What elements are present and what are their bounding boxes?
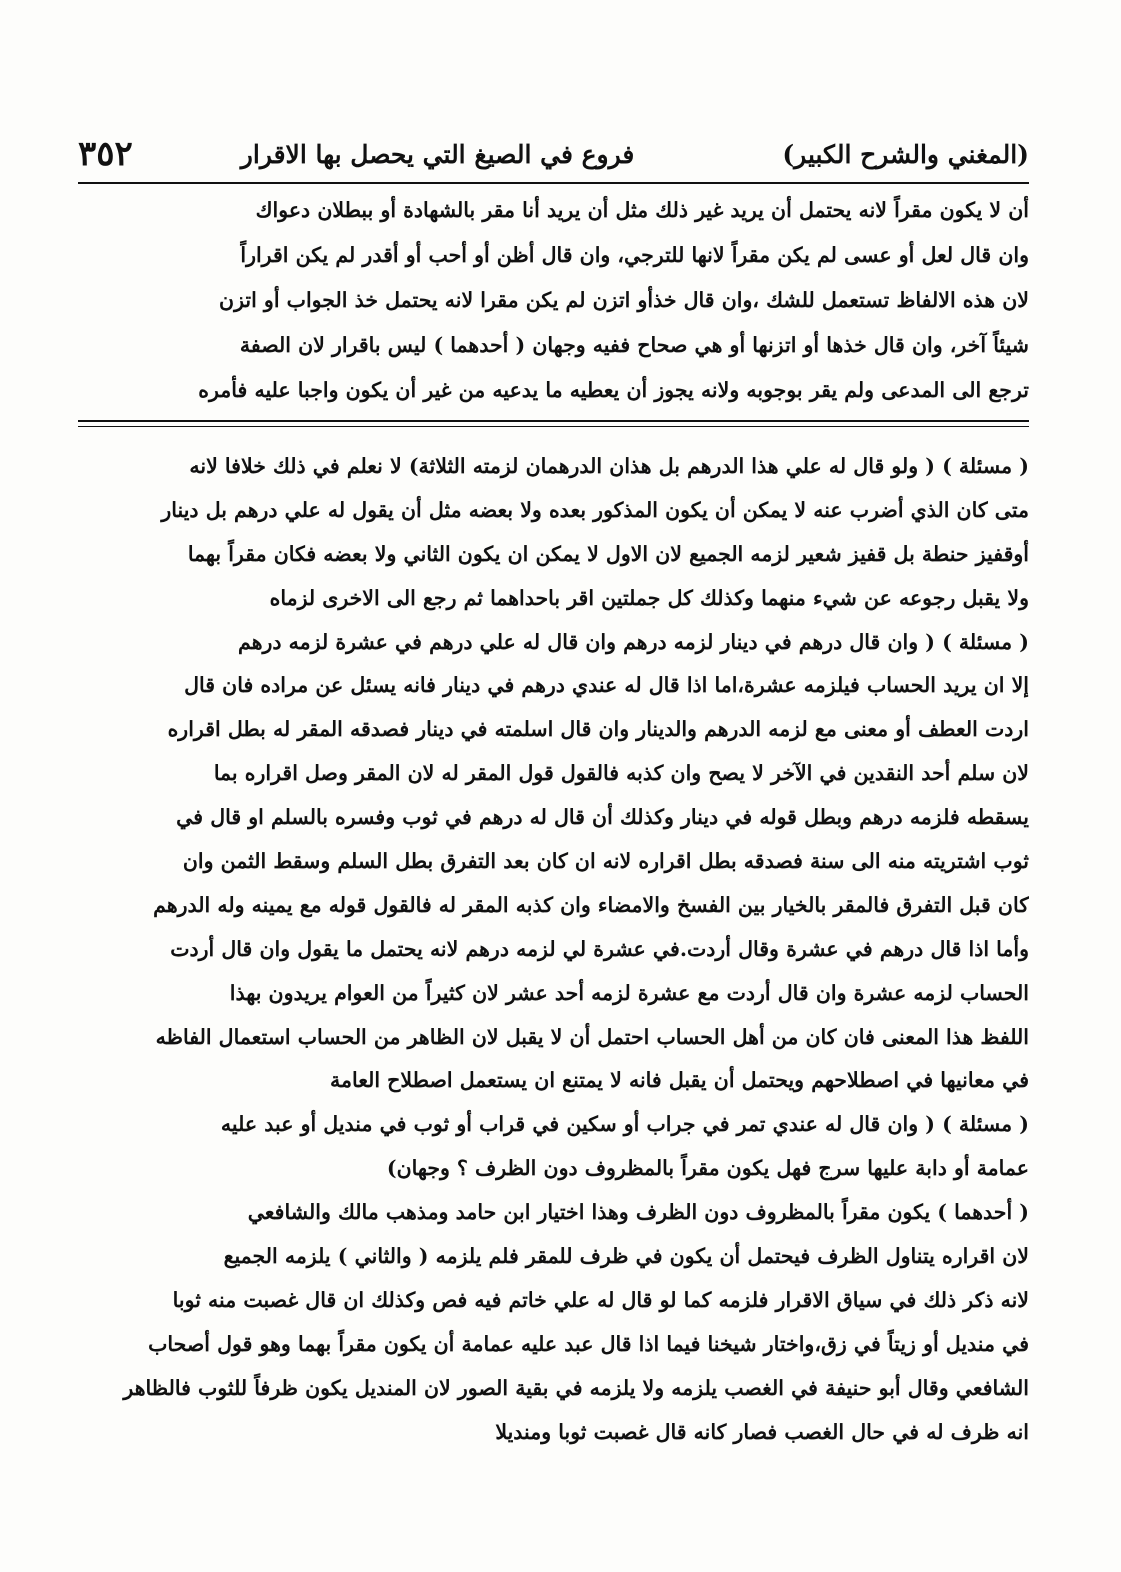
text-line: ( أحدهما ) يكون مقراً بالمظروف دون الظرف وهذا اختيار ابن حامد ومذهب مالك والشافعي xyxy=(247,1200,1029,1225)
section-divider-thin xyxy=(78,426,1029,427)
commentary-block xyxy=(78,188,1029,413)
text-line: لان هذه الالفاظ تستعمل للشك ،وان قال خذأو اتزن لم يكن مقرا لانه يحتمل خذ الجواب أو اتزن xyxy=(219,288,1029,312)
text-line: لان سلم أحد النقدين في الآخر لا يصح وان كذبه فالقول قول المقر له لان المقر وصل اقراره بما xyxy=(213,761,1029,786)
header-rule xyxy=(78,182,1029,184)
book-title: (المغني والشرح الكبير) xyxy=(782,139,1029,169)
page-header xyxy=(78,128,1029,180)
text-line: وان قال لعل أو عسى لم يكن مقراً لانها للترجي، وان قال أظن أو أحب أو أقدر لم يكن اقراراً xyxy=(240,243,1029,267)
text-line: يسقطه فلزمه درهم وبطل قوله في دينار وكذلك أن قال له درهم في ثوب وفسره بالسلم او قال في xyxy=(176,805,1029,830)
text-line: انه ظرف له في حال الغصب فصار كانه قال غصبت ثوبا ومنديلا xyxy=(495,1419,1029,1444)
text-line: ثوب اشتريته منه الى سنة فصدقه بطل اقراره لانه ان كان بعد التفرق بطل السلم وسقط الثمن وان xyxy=(182,849,1029,874)
text-line: إلا ان يريد الحساب فيلزمه عشرة،اما اذا قال له عندي درهم في دينار فانه يسئل عن مراده فان قال xyxy=(184,673,1029,698)
text-line: في معانيها في اصطلاحهم ويحتمل أن يقبل فانه لا يمتنع ان يستعمل اصطلاح العامة xyxy=(329,1068,1029,1093)
text-line: متى كان الذي أضرب عنه لا يمكن أن يكون المذكور بعده ولا بعضه مثل أن يقول له علي درهم بل دينار xyxy=(161,497,1029,522)
section-divider xyxy=(78,420,1029,422)
text-line: كان قبل التفرق فالمقر بالخيار بين الفسخ والامضاء وان كذبه المقر له فالقول قوله مع يمينه وله الدرهم xyxy=(153,892,1029,917)
text-line: ( مسئلة ) ( وان قال له عندي تمر في جراب أو سكين في قراب أو ثوب في منديل أو عبد عليه xyxy=(220,1112,1029,1137)
text-line: لان اقراره يتناول الظرف فيحتمل أن يكون في ظرف للمقر فلم يلزمه ( والثاني ) يلزمه الجميع xyxy=(223,1244,1029,1269)
text-line: شيئاً آخر، وان قال خذها أو اتزنها أو هي صحاح ففيه وجهان ( أحدهما ) ليس باقرار لان الصفة xyxy=(239,333,1029,357)
text-line: الحساب لزمه عشرة وان قال أردت مع عشرة لزمه أحد عشر لان كثيراً من العوام يريدون بهذا xyxy=(229,980,1029,1005)
page-number: ٣٥٢ xyxy=(78,134,133,174)
text-line: ولا يقبل رجوعه عن شيء منهما وكذلك كل جملتين اقر باحداهما ثم رجع الى الاخرى لزماه xyxy=(269,585,1029,610)
text-line: اللفظ هذا المعنى فان كان من أهل الحساب احتمل أن لا يقبل لان الظاهر من الحساب استعمال الفاظه xyxy=(155,1024,1029,1049)
text-line: الشافعي وقال أبو حنيفة في الغصب يلزمه ولا يلزمه في بقية الصور لان المنديل يكون ظرفاً للثوب فالظاهر xyxy=(123,1375,1029,1400)
main-text-block xyxy=(78,445,1029,1454)
text-line: عمامة أو دابة عليها سرج فهل يكون مقراً بالمظروف دون الظرف ؟ وجهان) xyxy=(386,1156,1029,1181)
text-line: أوقفيز حنطة بل قفيز شعير لزمه الجميع لان الاول لا يمكن ان يكون الثاني ولا بعضه فكان مقراً بهما xyxy=(187,541,1029,566)
text-line: في منديل أو زيتاً في زق،واختار شيخنا فيما اذا قال عبد عليه عمامة أن يكون مقراً بهما وهو قول أصحاب xyxy=(148,1331,1029,1356)
text-line: ترجع الى المدعى ولم يقر بوجوبه ولانه يجوز أن يعطيه ما يدعيه من غير أن يكون واجبا عليه فأمره xyxy=(198,378,1029,402)
text-line: لانه ذكر ذلك في سياق الاقرار فلزمه كما لو قال له علي خاتم فيه فص وكذلك ان قال غصبت منه ثوبا xyxy=(172,1287,1029,1312)
text-line: وأما اذا قال درهم في عشرة وقال أردت.في عشرة لي لزمه درهم لانه يحتمل ما يقول وان قال أردت xyxy=(170,936,1029,961)
text-line: ( مسئلة ) ( ولو قال له علي هذا الدرهم بل هذان الدرهمان لزمته الثلاثة) لا نعلم في ذلك خلافا لانه xyxy=(189,454,1029,478)
text-line: اردت العطف أو معنى مع لزمه الدرهم والدينار وان قال اسلمته في دينار فصدقه المقر له بطل اقراره xyxy=(167,717,1029,742)
text-line: أن لا يكون مقراً لانه يحتمل أن يريد غير ذلك مثل أن يريد أنا مقر بالشهادة أو ببطلان دعواك xyxy=(255,198,1029,222)
section-title: فروع في الصيغ التي يحصل بها الاقرار xyxy=(240,139,635,169)
text-line: ( مسئلة ) ( وان قال درهم في دينار لزمه درهم وان قال له علي درهم في عشرة لزمه درهم xyxy=(238,629,1029,654)
